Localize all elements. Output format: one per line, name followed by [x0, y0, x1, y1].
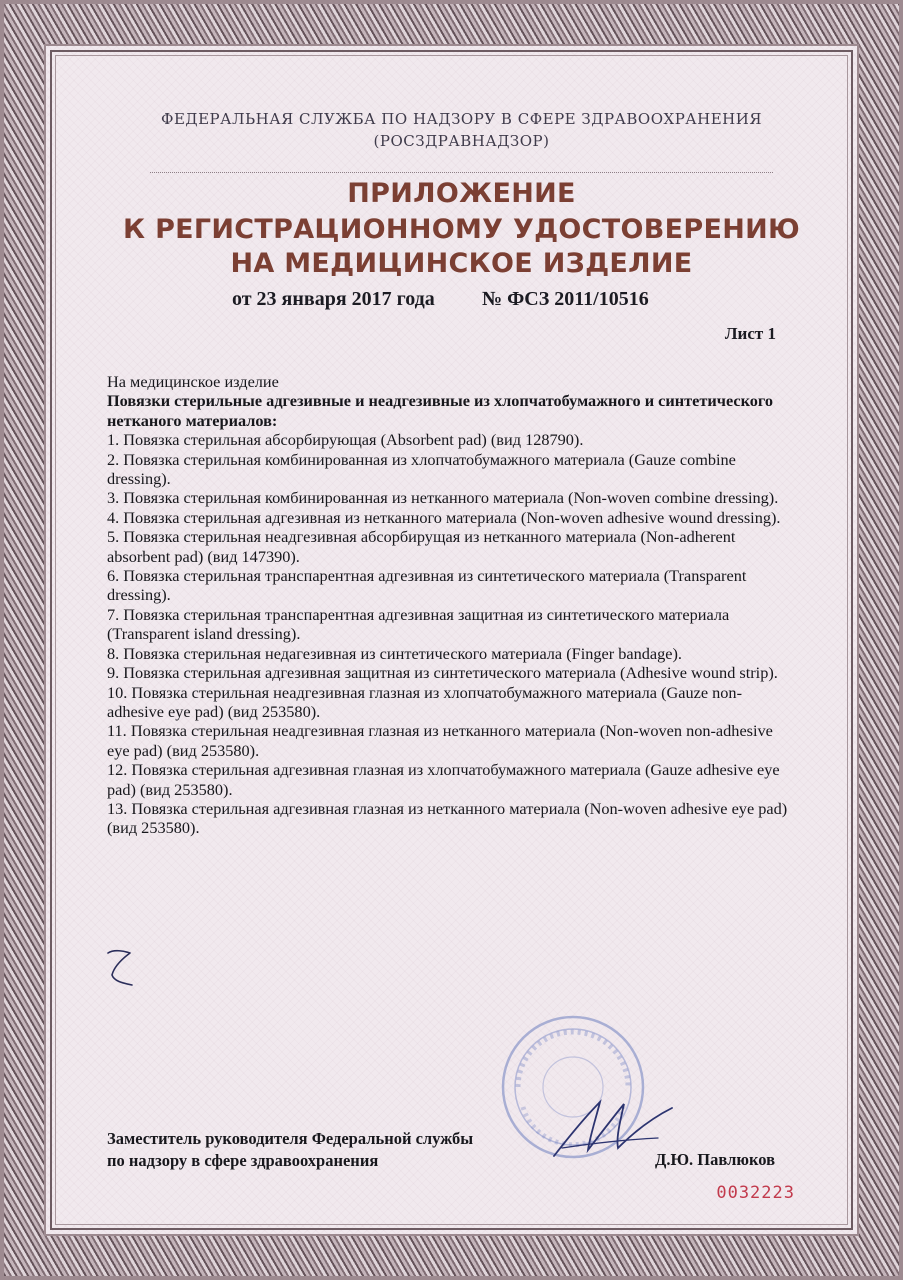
- signatory-title-line1: Заместитель руководителя Федеральной службы: [107, 1129, 474, 1148]
- document-title-line3: НА МЕДИЦИНСКОЕ ИЗДЕЛИЕ: [230, 248, 693, 279]
- registration-date: от 23 января 2017 года: [232, 288, 435, 310]
- list-item: 4. Повязка стерильная адгезивная из нетканного материала (Non-woven adhesive wound dressing).: [107, 507, 781, 527]
- list-item: 7. Повязка стерильная транспарентная адгезивная защитная из синтетического материала (Transparent island dressing).: [107, 604, 730, 644]
- list-item: 9. Повязка стерильная адгезивная защитная из синтетического материала (Adhesive wound strip).: [107, 663, 778, 683]
- list-item: 6. Повязка стерильная транспарентная адгезивная из синтетического материала (Transparent dressing).: [107, 566, 747, 605]
- signatory-name: Д.Ю. Павлюков: [655, 1150, 775, 1169]
- signatory-title-line2: по надзору в сфере здравоохранения: [107, 1151, 379, 1170]
- document-title-line2: К РЕГИСТРАЦИОННОМУ УДОСТОВЕРЕНИЮ: [123, 214, 800, 245]
- list-item: 2. Повязка стерильная комбинированная из хлопчатобумажного материала (Gauze combine dressing).: [107, 449, 736, 489]
- handwritten-mark: [104, 945, 138, 989]
- registration-number: № ФСЗ 2011/10516: [482, 288, 649, 310]
- list-item: 1. Повязка стерильная абсорбирующая (Absorbent pad) (вид 128790).: [107, 430, 584, 450]
- list-item: 13. Повязка стерильная адгезивная глазная из нетканного материала (Non-woven adhesive eye pad) (вид 253580).: [107, 798, 788, 838]
- list-item: 3. Повязка стерильная комбинированная из нетканного материала (Non-woven combine dressing).: [107, 488, 779, 508]
- list-item: 10. Повязка стерильная неадгезивная глазная из хлопчатобумажного материала (Gauze non-adhesive eye pad) (вид 253580).: [107, 682, 742, 721]
- body-intro: На медицинское изделие: [107, 372, 279, 391]
- list-item: 5. Повязка стерильная неадгезивная абсорбирущая из нетканного материала (Non-adherent absorbent pad) (вид 147390).: [107, 527, 736, 566]
- list-item: 12. Повязка стерильная адгезивная глазная из хлопчатобумажного материала (Gauze adhesive eye pad) (вид 253580).: [107, 760, 780, 799]
- serial-number: 0032223: [716, 1183, 795, 1203]
- document-body: [107, 372, 797, 838]
- agency-name: ФЕДЕРАЛЬНАЯ СЛУЖБА ПО НАДЗОРУ В СФЕРЕ ЗДРАВООХРАНЕНИЯ: [161, 110, 762, 128]
- document-title: ПРИЛОЖЕНИЕ: [347, 178, 576, 209]
- product-name: Повязки стерильные адгезивные и неадгезивные из хлопчатобумажного и синтетического нетканого материалов:: [107, 391, 774, 430]
- agency-abbreviation: (РОСЗДРАВНАДЗОР): [373, 132, 550, 150]
- list-item: 11. Повязка стерильная неадгезивная глазная из нетканного материала (Non-woven non-adhesive eye pad) (вид 253580).: [107, 721, 773, 760]
- sheet-number: Лист 1: [724, 324, 776, 343]
- list-item: 8. Повязка стерильная недагезивная из синтетического материала (Finger bandage).: [107, 643, 682, 663]
- signatory-title: [107, 1128, 473, 1172]
- dotted-divider: [150, 172, 773, 173]
